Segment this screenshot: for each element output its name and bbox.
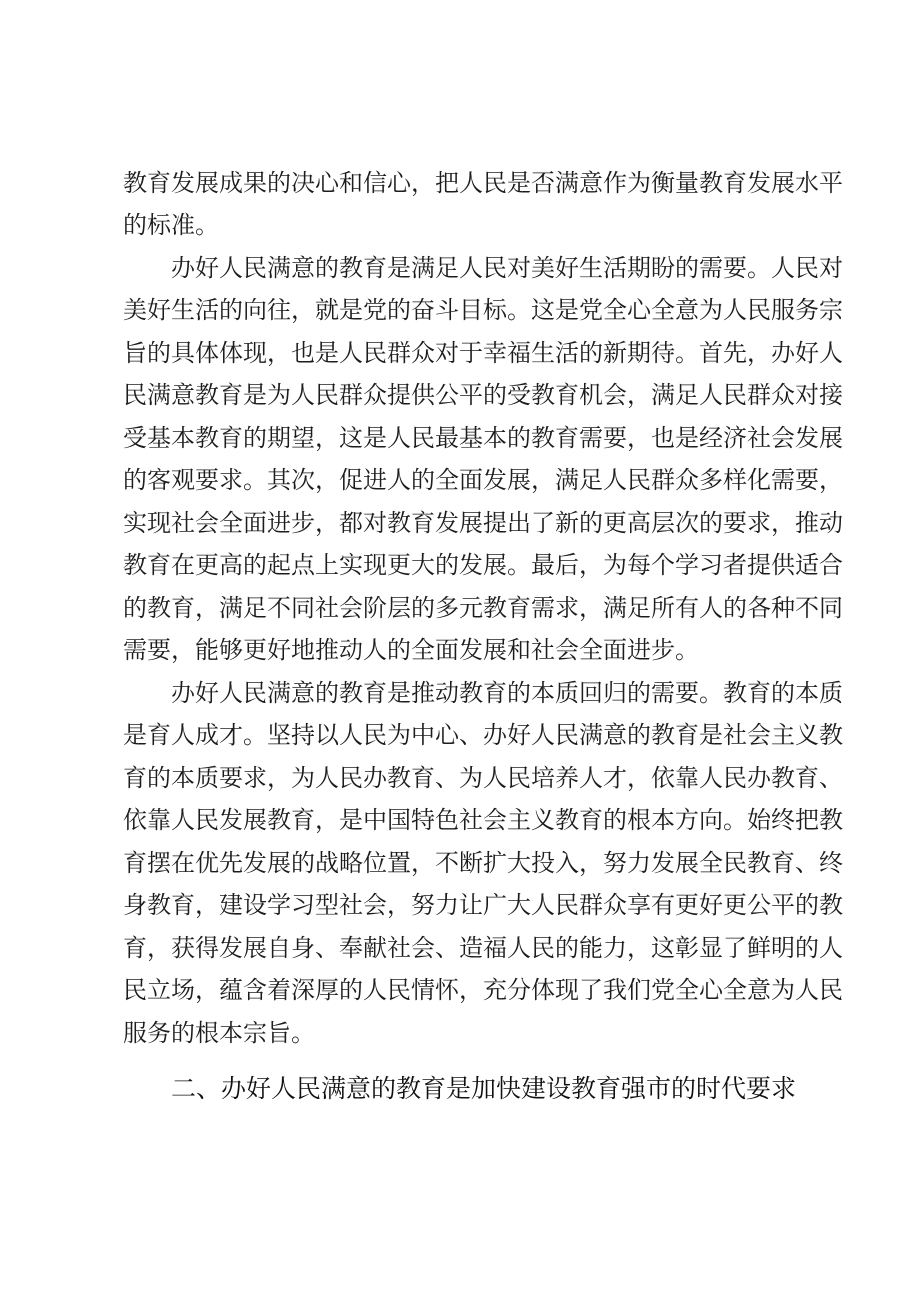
paragraph-2-line-9: 的教育，满足不同社会阶层的多元教育需求，满足所有人的各种不同 (123, 594, 843, 622)
body-line-1: 教育发展成果的决心和信心，把人民是否满意作为衡量教育发展水平 (123, 169, 843, 197)
paragraph-3-line-4: 依靠人民发展教育，是中国特色社会主义教育的根本方向。始终把教 (123, 806, 843, 834)
paragraph-3-line-5: 育摆在优先发展的战略位置，不断扩大投入，努力发展全民教育、终 (123, 849, 843, 877)
paragraph-2-line-2: 美好生活的向往，就是党的奋斗目标。这是党全心全意为人民服务宗 (123, 296, 843, 324)
paragraph-3-line-1: 办好人民满意的教育是推动教育的本质回归的需要。教育的本质 (171, 679, 843, 707)
paragraph-2-line-6: 的客观要求。其次，促进人的全面发展，满足人民群众多样化需要， (123, 466, 843, 494)
paragraph-3-line-6: 身教育，建设学习型社会，努力让广大人民群众享有更好更公平的教 (123, 891, 843, 919)
body-line-2: 的标准。 (123, 211, 219, 239)
paragraph-2-line-7: 实现社会全面进步，都对教育发展提出了新的更高层次的要求，推动 (123, 509, 843, 537)
paragraph-3-line-2: 是育人成才。坚持以人民为中心、办好人民满意的教育是社会主义教 (123, 721, 843, 749)
paragraph-2-line-8: 教育在更高的起点上实现更大的发展。最后，为每个学习者提供适合 (123, 551, 843, 579)
paragraph-2-line-4: 民满意教育是为人民群众提供公平的受教育机会，满足人民群众对接 (123, 381, 843, 409)
paragraph-2-line-1: 办好人民满意的教育是满足人民对美好生活期盼的需要。人民对 (171, 254, 843, 282)
paragraph-2-line-3: 旨的具体体现，也是人民群众对于幸福生活的新期待。首先，办好人 (123, 339, 843, 367)
paragraph-3-line-9: 服务的根本宗旨。 (123, 1019, 315, 1047)
section-heading: 二、办好人民满意的教育是加快建设教育强市的时代要求 (171, 1074, 797, 1103)
paragraph-3-line-8: 民立场，蕴含着深厚的人民情怀，充分体现了我们党全心全意为人民 (123, 976, 843, 1004)
paragraph-3-line-3: 育的本质要求，为人民办教育、为人民培养人才，依靠人民办教育、 (123, 764, 843, 792)
paragraph-2-line-10: 需要，能够更好地推动人的全面发展和社会全面进步。 (123, 636, 699, 664)
paragraph-2-line-5: 受基本教育的期望，这是人民最基本的教育需要，也是经济社会发展 (123, 424, 843, 452)
paragraph-3-line-7: 育，获得发展自身、奉献社会、造福人民的能力，这彰显了鲜明的人 (123, 934, 843, 962)
